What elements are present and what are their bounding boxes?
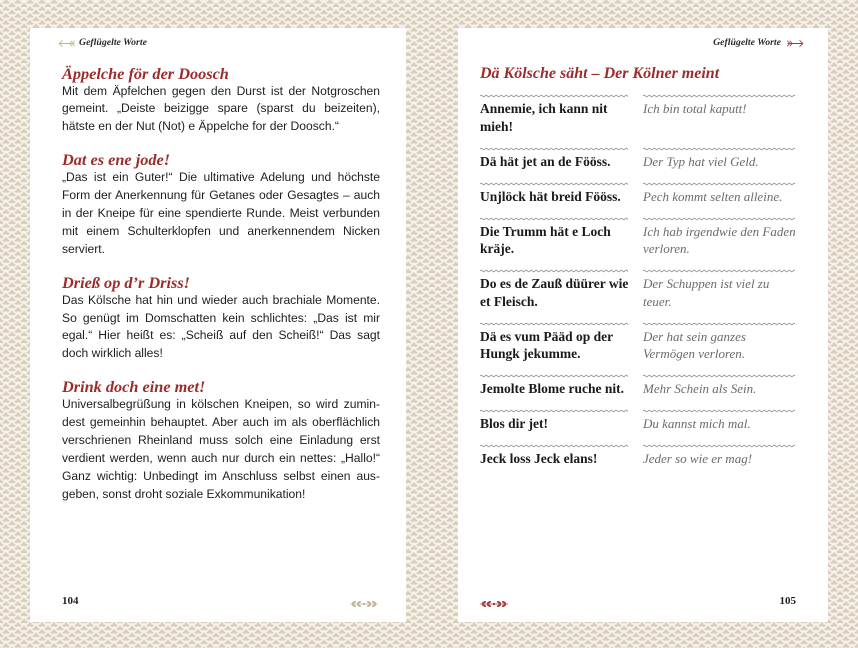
row-divider xyxy=(643,94,795,98)
saying-cell xyxy=(480,269,628,322)
body-line: serviert. xyxy=(62,241,106,256)
body-line: Universalbegrüßung in kölschen Kneipen, so wird zumin- xyxy=(62,397,380,412)
saying-line: Dä es vum Pääd op der xyxy=(480,328,614,344)
meaning-line: Der Typ hat viel Geld. xyxy=(643,153,759,169)
meaning-cell xyxy=(643,94,795,147)
row-divider xyxy=(480,94,628,98)
phrase-row xyxy=(480,94,795,147)
phrase-row xyxy=(480,217,795,270)
laurel-ornament-icon xyxy=(478,596,510,606)
body-line: Ganz wichtig: Unbedingt im Anschluss selbst einen aus- xyxy=(62,468,380,483)
arrow-ornament-icon xyxy=(787,39,804,48)
saying-cell xyxy=(480,147,628,182)
body-line: verschrienen Rheinland muss solch eine Einladung erst xyxy=(62,432,380,447)
saying-line: Do es de Zauß düürer wie xyxy=(480,276,629,291)
body-line: doch wirklich alles! xyxy=(62,346,163,361)
body-line: „Das ist ein Guter!“ Die ultimative Adelung und höchste xyxy=(62,170,380,185)
row-divider xyxy=(643,444,795,448)
body-line: dest gemeinhin behauptet. Aber auch im als oberflächlich xyxy=(62,415,380,430)
saying-cell xyxy=(480,322,628,375)
meaning-line: verloren. xyxy=(643,241,690,256)
section-heading: Äppelche för der Doosch xyxy=(62,63,229,83)
text-section xyxy=(62,273,380,364)
meaning-cell xyxy=(643,409,795,444)
saying-line: Dä hät jet an de Fööss. xyxy=(480,153,611,169)
meaning-line: Vermögen verloren. xyxy=(643,346,746,361)
saying-cell xyxy=(480,94,628,147)
body-line: mit einem Schulterklopfen und anerkennendem Nicken xyxy=(62,223,380,238)
row-divider xyxy=(480,182,628,186)
arrow-ornament-icon xyxy=(58,39,75,48)
table-heading: Dä Kölsche säht – Der Kölner meint xyxy=(480,64,720,82)
right-page xyxy=(458,28,828,622)
phrase-row xyxy=(480,182,795,217)
phrase-table xyxy=(480,94,795,479)
meaning-line: Du kannst mich mal. xyxy=(643,416,751,431)
saying-line: Hungk jekumme. xyxy=(480,346,581,361)
row-divider xyxy=(643,374,795,378)
saying-cell xyxy=(480,217,628,270)
saying-line: Jemolte Blome ruche nit. xyxy=(480,381,624,396)
meaning-line: Mehr Schein als Sein. xyxy=(643,381,757,396)
laurel-ornament-icon xyxy=(348,596,380,606)
saying-cell xyxy=(480,409,628,444)
body-line: So genügt im Domschatten kein schlichtes: „Das ist mir xyxy=(62,310,380,325)
body-line: hätste en der Nut (Not) e Äppelche for der Doosch.“ xyxy=(62,119,339,134)
saying-cell xyxy=(480,374,628,409)
row-divider xyxy=(643,182,795,186)
section-heading: Drink doch eine met! xyxy=(62,377,206,397)
meaning-line: Ich bin total kaputt! xyxy=(643,101,747,116)
page-number: 104 xyxy=(62,595,79,607)
left-text-column xyxy=(62,64,380,504)
row-divider xyxy=(480,269,628,273)
row-divider xyxy=(643,269,795,273)
row-divider xyxy=(480,374,628,378)
saying-cell xyxy=(480,444,628,479)
phrase-row xyxy=(480,269,795,322)
meaning-line: Der hat sein ganzes xyxy=(643,328,746,344)
phrase-row xyxy=(480,147,795,182)
meaning-cell xyxy=(643,322,795,375)
body-line: verdient werden, wenn auch nur durch ein nettes: „Hallo!“ xyxy=(62,450,380,465)
row-divider xyxy=(643,409,795,413)
saying-line: kräje. xyxy=(480,241,515,256)
saying-line: Jeck loss Jeck elans! xyxy=(480,451,598,466)
meaning-cell xyxy=(643,444,795,479)
running-head xyxy=(58,37,147,49)
saying-line: mieh! xyxy=(480,118,513,134)
meaning-cell xyxy=(643,182,795,217)
meaning-cell xyxy=(643,147,795,182)
section-heading: Dat es ene jode! xyxy=(62,150,171,170)
phrase-row xyxy=(480,409,795,444)
section-heading: Drieß op d’r Driss! xyxy=(62,272,191,292)
row-divider xyxy=(643,217,795,221)
meaning-cell xyxy=(643,269,795,322)
running-head xyxy=(713,37,804,49)
saying-line: Annemie, ich kann nit xyxy=(480,101,608,116)
meaning-line: Ich hab irgendwie den Faden xyxy=(643,223,796,239)
meaning-line: Jeder so wie er mag! xyxy=(643,451,753,466)
saying-line: Die Trumm hät e Loch xyxy=(480,223,611,239)
phrase-row xyxy=(480,444,795,479)
meaning-line: Der Schuppen ist viel zu xyxy=(643,276,770,291)
text-section xyxy=(62,377,380,503)
phrase-row xyxy=(480,374,795,409)
running-head-text: Geflügelte Worte xyxy=(713,37,781,48)
body-line: in der Kneipe für eine spendierte Runde. Meist verbunden xyxy=(62,205,380,220)
body-line: egal.“ Hier heißt es: „Scheiß auf den Scheiß!“ Das sagt xyxy=(62,328,380,343)
text-section xyxy=(62,150,380,258)
row-divider xyxy=(480,147,628,151)
row-divider xyxy=(480,217,628,221)
saying-line: Unjlöck hät breid Fööss. xyxy=(480,188,621,204)
body-line: Mit dem Äpfelchen gegen den Durst ist der Notgroschen xyxy=(62,83,380,98)
text-section xyxy=(62,64,380,137)
meaning-cell xyxy=(643,217,795,270)
meaning-line: Pech kommt selten alleine. xyxy=(643,188,783,204)
body-line: geben, sonst droht soziale Exkommunikation! xyxy=(62,486,306,501)
meaning-line: teuer. xyxy=(643,293,672,309)
saying-line: et Fleisch. xyxy=(480,293,538,309)
row-divider xyxy=(480,322,628,326)
left-page xyxy=(30,28,406,622)
row-divider xyxy=(643,322,795,326)
body-line: gemeint. „Deiste beizigge spare (sparst du beizeiten), xyxy=(62,101,380,116)
page-number: 105 xyxy=(779,595,796,607)
saying-line: Blos dir jet! xyxy=(480,416,548,431)
row-divider xyxy=(480,444,628,448)
phrase-row xyxy=(480,322,795,375)
row-divider xyxy=(480,409,628,413)
meaning-cell xyxy=(643,374,795,409)
saying-cell xyxy=(480,182,628,217)
body-line: Das Kölsche hat hin und wieder auch brachiale Momente. xyxy=(62,292,380,307)
running-head-text: Geflügelte Worte xyxy=(79,37,147,48)
body-line: Form der Anerkennung für Getanes oder Gesagtes – auch xyxy=(62,188,380,203)
row-divider xyxy=(643,147,795,151)
